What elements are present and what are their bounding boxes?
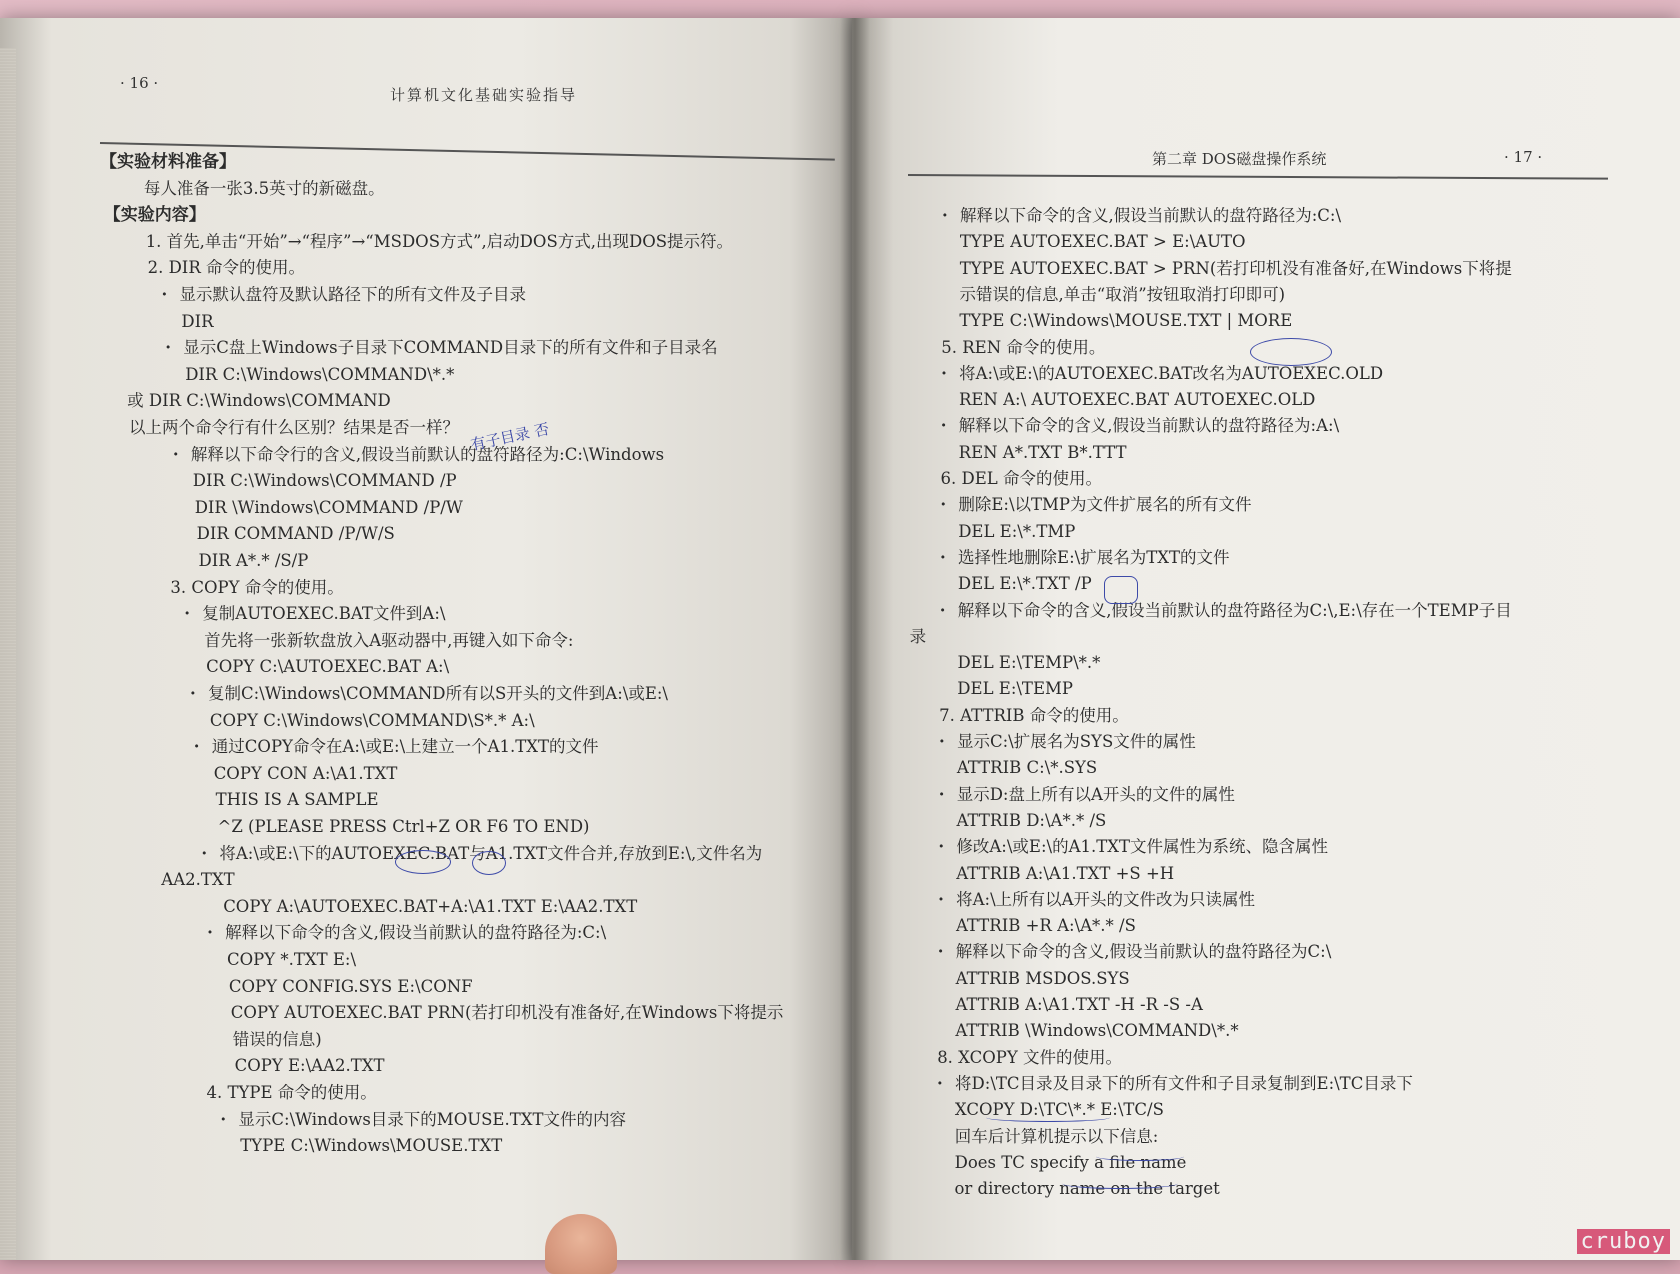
text-line: 【实验内容】 [103, 205, 206, 226]
text-line: 2. DIR 命令的使用。 [147, 258, 305, 278]
text-line: · 将A:\上所有以A开头的文件改为只读属性 [956, 890, 1255, 910]
pen-circle-more [1250, 338, 1332, 366]
text-line: · 将A:\或E:\下的AUTOEXEC.BAT与A1.TXT文件合并,存放到E:\,文件名为 [219, 844, 762, 864]
text-line: 每人准备一张3.5英寸的新磁盘。 [143, 178, 385, 198]
text-line: DEL E:\TEMP\*.* [957, 653, 1101, 673]
text-line: · 将D:\TC目录及目录下的所有文件和子目录复制到E:\TC目录下 [955, 1074, 1413, 1094]
handwritten-note: 有子目录 否 [469, 419, 551, 455]
text-line: COPY C:\Windows\COMMAND\S*.* A:\ [209, 710, 535, 730]
text-line: · 修改A:\或E:\的A1.TXT文件属性为系统、隐含属性 [956, 837, 1328, 857]
text-line: DIR C:\Windows\COMMAND /P [192, 471, 457, 491]
text-line: 【实验材料准备】 [100, 152, 236, 172]
watermark: cruboy [1577, 1229, 1670, 1254]
text-line: THIS IS A SAMPLE [215, 790, 379, 810]
text-line: ATTRIB MSDOS.SYS [955, 968, 1130, 988]
right-page-number: · 17 · [1504, 148, 1543, 166]
left-page-number: · 16 · [120, 74, 159, 92]
text-line: · 显示默认盘符及默认路径下的所有文件及子目录 [180, 285, 527, 305]
pen-circle-ctrlz [395, 850, 451, 874]
text-line: 或 DIR C:\Windows\COMMAND [127, 391, 391, 411]
text-line: DEL E:\TEMP [957, 679, 1073, 699]
text-line: · 复制C:\Windows\COMMAND所有以S开头的文件到A:\或E:\ [208, 684, 668, 704]
text-line: 5. REN 命令的使用。 [941, 337, 1106, 357]
text-line: 6. DEL 命令的使用。 [940, 469, 1102, 488]
text-line: 8. XCOPY 文件的使用。 [937, 1047, 1123, 1067]
text-line: 录 [909, 626, 927, 646]
text-line: DEL E:\*.TXT /P [957, 574, 1092, 594]
text-line: DIR C:\Windows\COMMAND\*.* [185, 364, 455, 384]
book-gutter [840, 18, 870, 1260]
text-line: · 复制AUTOEXEC.BAT文件到A:\ [202, 604, 445, 624]
text-line: COPY CON A:\A1.TXT [213, 763, 398, 783]
text-line: 3. COPY 命令的使用。 [170, 577, 344, 597]
text-line: · 解释以下命令的含义,假设当前默认的盘符路径为C:\,E:\存在一个TEMP子目 [958, 601, 1512, 621]
text-line: REN A*.TXT B*.TTT [958, 442, 1127, 462]
text-line: 7. ATTRIB 命令的使用。 [939, 705, 1129, 725]
text-line: ATTRIB C:\*.SYS [956, 758, 1098, 778]
text-line: · 显示C盘上Windows子目录下COMMAND目录下的所有文件和子目录名 [183, 338, 717, 358]
text-line: Does TC specify a file name [954, 1152, 1187, 1172]
text-line: · 显示C:\扩展名为SYS文件的属性 [957, 732, 1196, 752]
text-line: ^Z (PLEASE PRESS Ctrl+Z OR F6 TO END) [217, 817, 590, 836]
text-line: DIR \Windows\COMMAND /P/W [194, 497, 463, 517]
text-line: DIR A*.* /S/P [198, 551, 309, 570]
text-line: or directory name on the target [954, 1179, 1220, 1199]
pen-underline-directory [1062, 1178, 1178, 1189]
text-line: DIR [181, 311, 214, 331]
right-running-title: 第二章 DOS磁盘操作系统 [1152, 150, 1327, 168]
text-line: 1. 首先,单击“开始”→“程序”→“MSDOS方式”,启动DOS方式,出现DOS提示符。 [145, 231, 734, 251]
text-line: AA2.TXT [161, 870, 235, 890]
text-line: · 显示C:\Windows目录下的MOUSE.TXT文件的内容 [238, 1110, 626, 1130]
left-page [0, 18, 858, 1260]
right-page [852, 18, 1680, 1260]
text-line: TYPE C:\Windows\MOUSE.TXT | MORE [959, 311, 1293, 331]
text-line: COPY C:\AUTOEXEC.BAT A:\ [206, 657, 450, 677]
text-line: 示错误的信息,单击“取消”按钮取消打印即可) [959, 284, 1286, 304]
text-line: COPY *.TXT E:\ [227, 950, 357, 969]
text-line: COPY AUTOEXEC.BAT PRN(若打印机没有准备好,在Windows下将提示 [230, 1003, 784, 1023]
text-line: TYPE AUTOEXEC.BAT > PRN(若打印机没有准备好,在Windows下将提 [959, 258, 1512, 278]
text-line: ATTRIB D:\A*.* /S [956, 810, 1107, 830]
text-line: · 解释以下命令的含义,假设当前默认的盘符路径为:C:\ [960, 206, 1341, 226]
text-line: REN A:\ AUTOEXEC.BAT AUTOEXEC.OLD [958, 390, 1316, 410]
text-line: · 显示D:盘上所有以A开头的文件的属性 [957, 785, 1235, 805]
text-line: COPY CONFIG.SYS E:\CONF [228, 976, 473, 996]
text-line: DEL E:\*.TMP [958, 521, 1076, 541]
text-line: 回车后计算机提示以下信息: [954, 1126, 1159, 1146]
text-line: · 选择性地删除E:\扩展名为TXT的文件 [958, 548, 1229, 568]
page-edge-stack [0, 48, 16, 1260]
text-line: TYPE AUTOEXEC.BAT > E:\AUTO [959, 232, 1246, 252]
text-line: 首先将一张新软盘放入A驱动器中,再键入如下命令: [204, 630, 574, 650]
text-line: ATTRIB A:\A1.TXT +S +H [956, 863, 1175, 883]
text-line: · 解释以下命令的含义,假设当前默认的盘符路径为:C:\ [225, 923, 606, 943]
pen-underline-xcopy [986, 1113, 1110, 1122]
text-line: COPY E:\AA2.TXT [234, 1056, 385, 1076]
text-line: 4. TYPE 命令的使用。 [206, 1083, 377, 1102]
pen-underline-filename [1096, 1152, 1184, 1161]
text-line: XCOPY D:\TC\*.* E:\TC/S [954, 1100, 1164, 1120]
text-line: · 解释以下命令行的含义,假设当前默认的盘符路径为:C:\Windows [191, 445, 664, 465]
text-line: ATTRIB \Windows\COMMAND\*.* [955, 1021, 1239, 1041]
pen-circle-f6 [472, 851, 506, 875]
text-line: DIR COMMAND /P/W/S [196, 524, 395, 544]
text-line: · 将A:\或E:\的AUTOEXEC.BAT改名为AUTOEXEC.OLD [959, 364, 1383, 384]
text-line: · 通过COPY命令在A:\或E:\上建立一个A1.TXT的文件 [212, 737, 599, 757]
text-line: 以上两个命令行有什么区别？结果是否一样？ [129, 418, 459, 437]
text-line: ATTRIB +R A:\A*.* /S [955, 916, 1136, 936]
text-line: · 删除E:\以TMP为文件扩展名的所有文件 [958, 495, 1251, 515]
text-line: TYPE C:\Windows\MOUSE.TXT [240, 1136, 503, 1156]
left-running-title: 计算机文化基础实验指导 [390, 86, 578, 104]
text-line: · 解释以下命令的含义,假设当前默认的盘符路径为C:\ [956, 942, 1332, 962]
text-line: COPY A:\AUTOEXEC.BAT+A:\A1.TXT E:\AA2.TXT [223, 896, 638, 916]
pen-box-p [1104, 576, 1138, 604]
text-line: ATTRIB A:\A1.TXT -H -R -S -A [955, 995, 1203, 1014]
text-line: · 解释以下命令的含义,假设当前默认的盘符路径为:A:\ [959, 416, 1339, 436]
right-header-rule [908, 174, 1608, 179]
text-line: 错误的信息) [232, 1029, 322, 1049]
